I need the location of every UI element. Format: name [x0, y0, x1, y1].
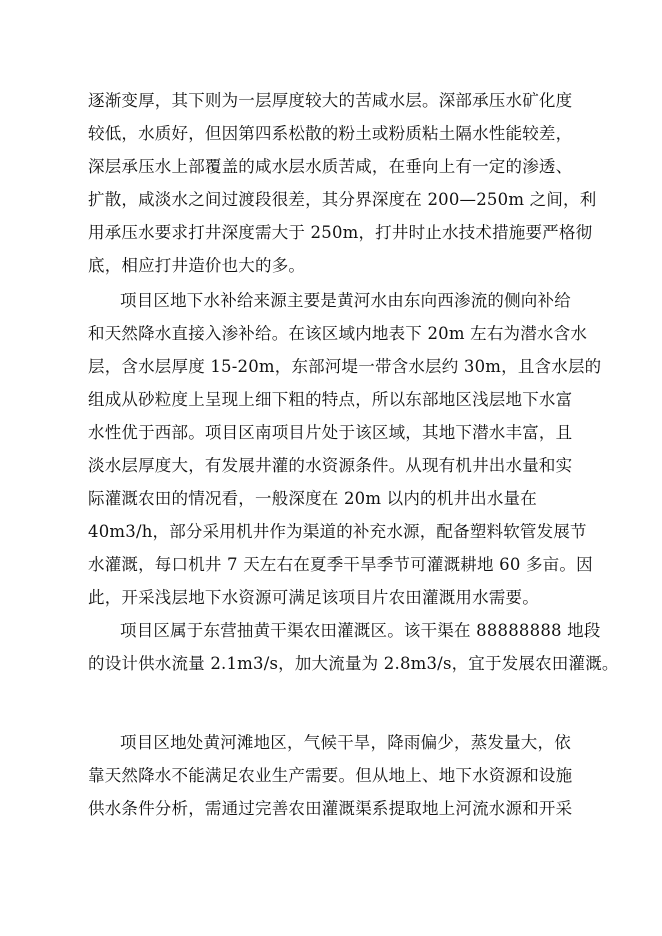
text-line: 水灌溉，每口机井 7 天左右在夏季干旱季节可灌溉耕地 60 多亩。因 [88, 555, 593, 574]
text-line: 靠天然降水不能满足农业生产需要。但从地上、地下水资源和设施 [88, 766, 573, 785]
text-line: 底，相应打井造价也大的多。 [88, 256, 306, 275]
text-line: 较低，水质好，但因第四系松散的粉土或粉质粘土隔水性能较差， [88, 124, 573, 143]
text-line: 和天然降水直接入渗补给。在该区域内地表下 20m 左右为潜水含水 [88, 324, 588, 343]
text-line: 此，开采浅层地下水资源可满足该项目片农田灌溉用水需要。 [88, 588, 539, 607]
paragraph-first-line: 项目区地下水补给来源主要是黄河水由东向西渗流的侧向补给 [120, 291, 571, 310]
text-line: 的设计供水流量 2.1m3/s，加大流量为 2.8m3/s，宜于发展农田灌溉。 [88, 654, 619, 673]
text-line: 层，含水层厚度 15-20m，东部河堤一带含水层约 30m，且含水层的 [88, 357, 602, 376]
text-line: 逐渐变厚，其下则为一层厚度较大的苦咸水层。深部承压水矿化度 [88, 91, 573, 110]
text-line: 际灌溉农田的情况看，一般深度在 20m 以内的机井出水量在 [88, 489, 537, 508]
text-line: 供水条件分析，需通过完善农田灌溉渠系提取地上河流水源和开采 [88, 799, 573, 818]
text-line: 40m3/h，部分采用机井作为渠道的补充水源，配备塑料软管发展节 [88, 522, 587, 541]
paragraph-first-line: 项目区属于东营抽黄干渠农田灌溉区。该干渠在 88888888 地段 [120, 621, 601, 640]
text-line: 水性优于西部。项目区南项目片处于该区域，其地下潜水丰富，且 [88, 423, 573, 442]
text-line: 组成从砂粒度上呈现上细下粗的特点，所以东部地区浅层地下水富 [88, 390, 573, 409]
text-line: 扩散，咸淡水之间过渡段很差，其分界深度在 200—250m 之间，利 [88, 190, 597, 209]
text-line: 用承压水要求打井深度需大于 250m，打井时止水技术措施要严格彻 [88, 223, 593, 242]
paragraph-first-line: 项目区地处黄河滩地区，气候干旱，降雨偏少，蒸发量大，依 [120, 733, 571, 752]
text-line: 淡水层厚度大，有发展井灌的水资源条件。从现有机井出水量和实 [88, 456, 573, 475]
text-line: 深层承压水上部覆盖的咸水层水质苦咸，在垂向上有一定的渗透、 [88, 157, 573, 176]
